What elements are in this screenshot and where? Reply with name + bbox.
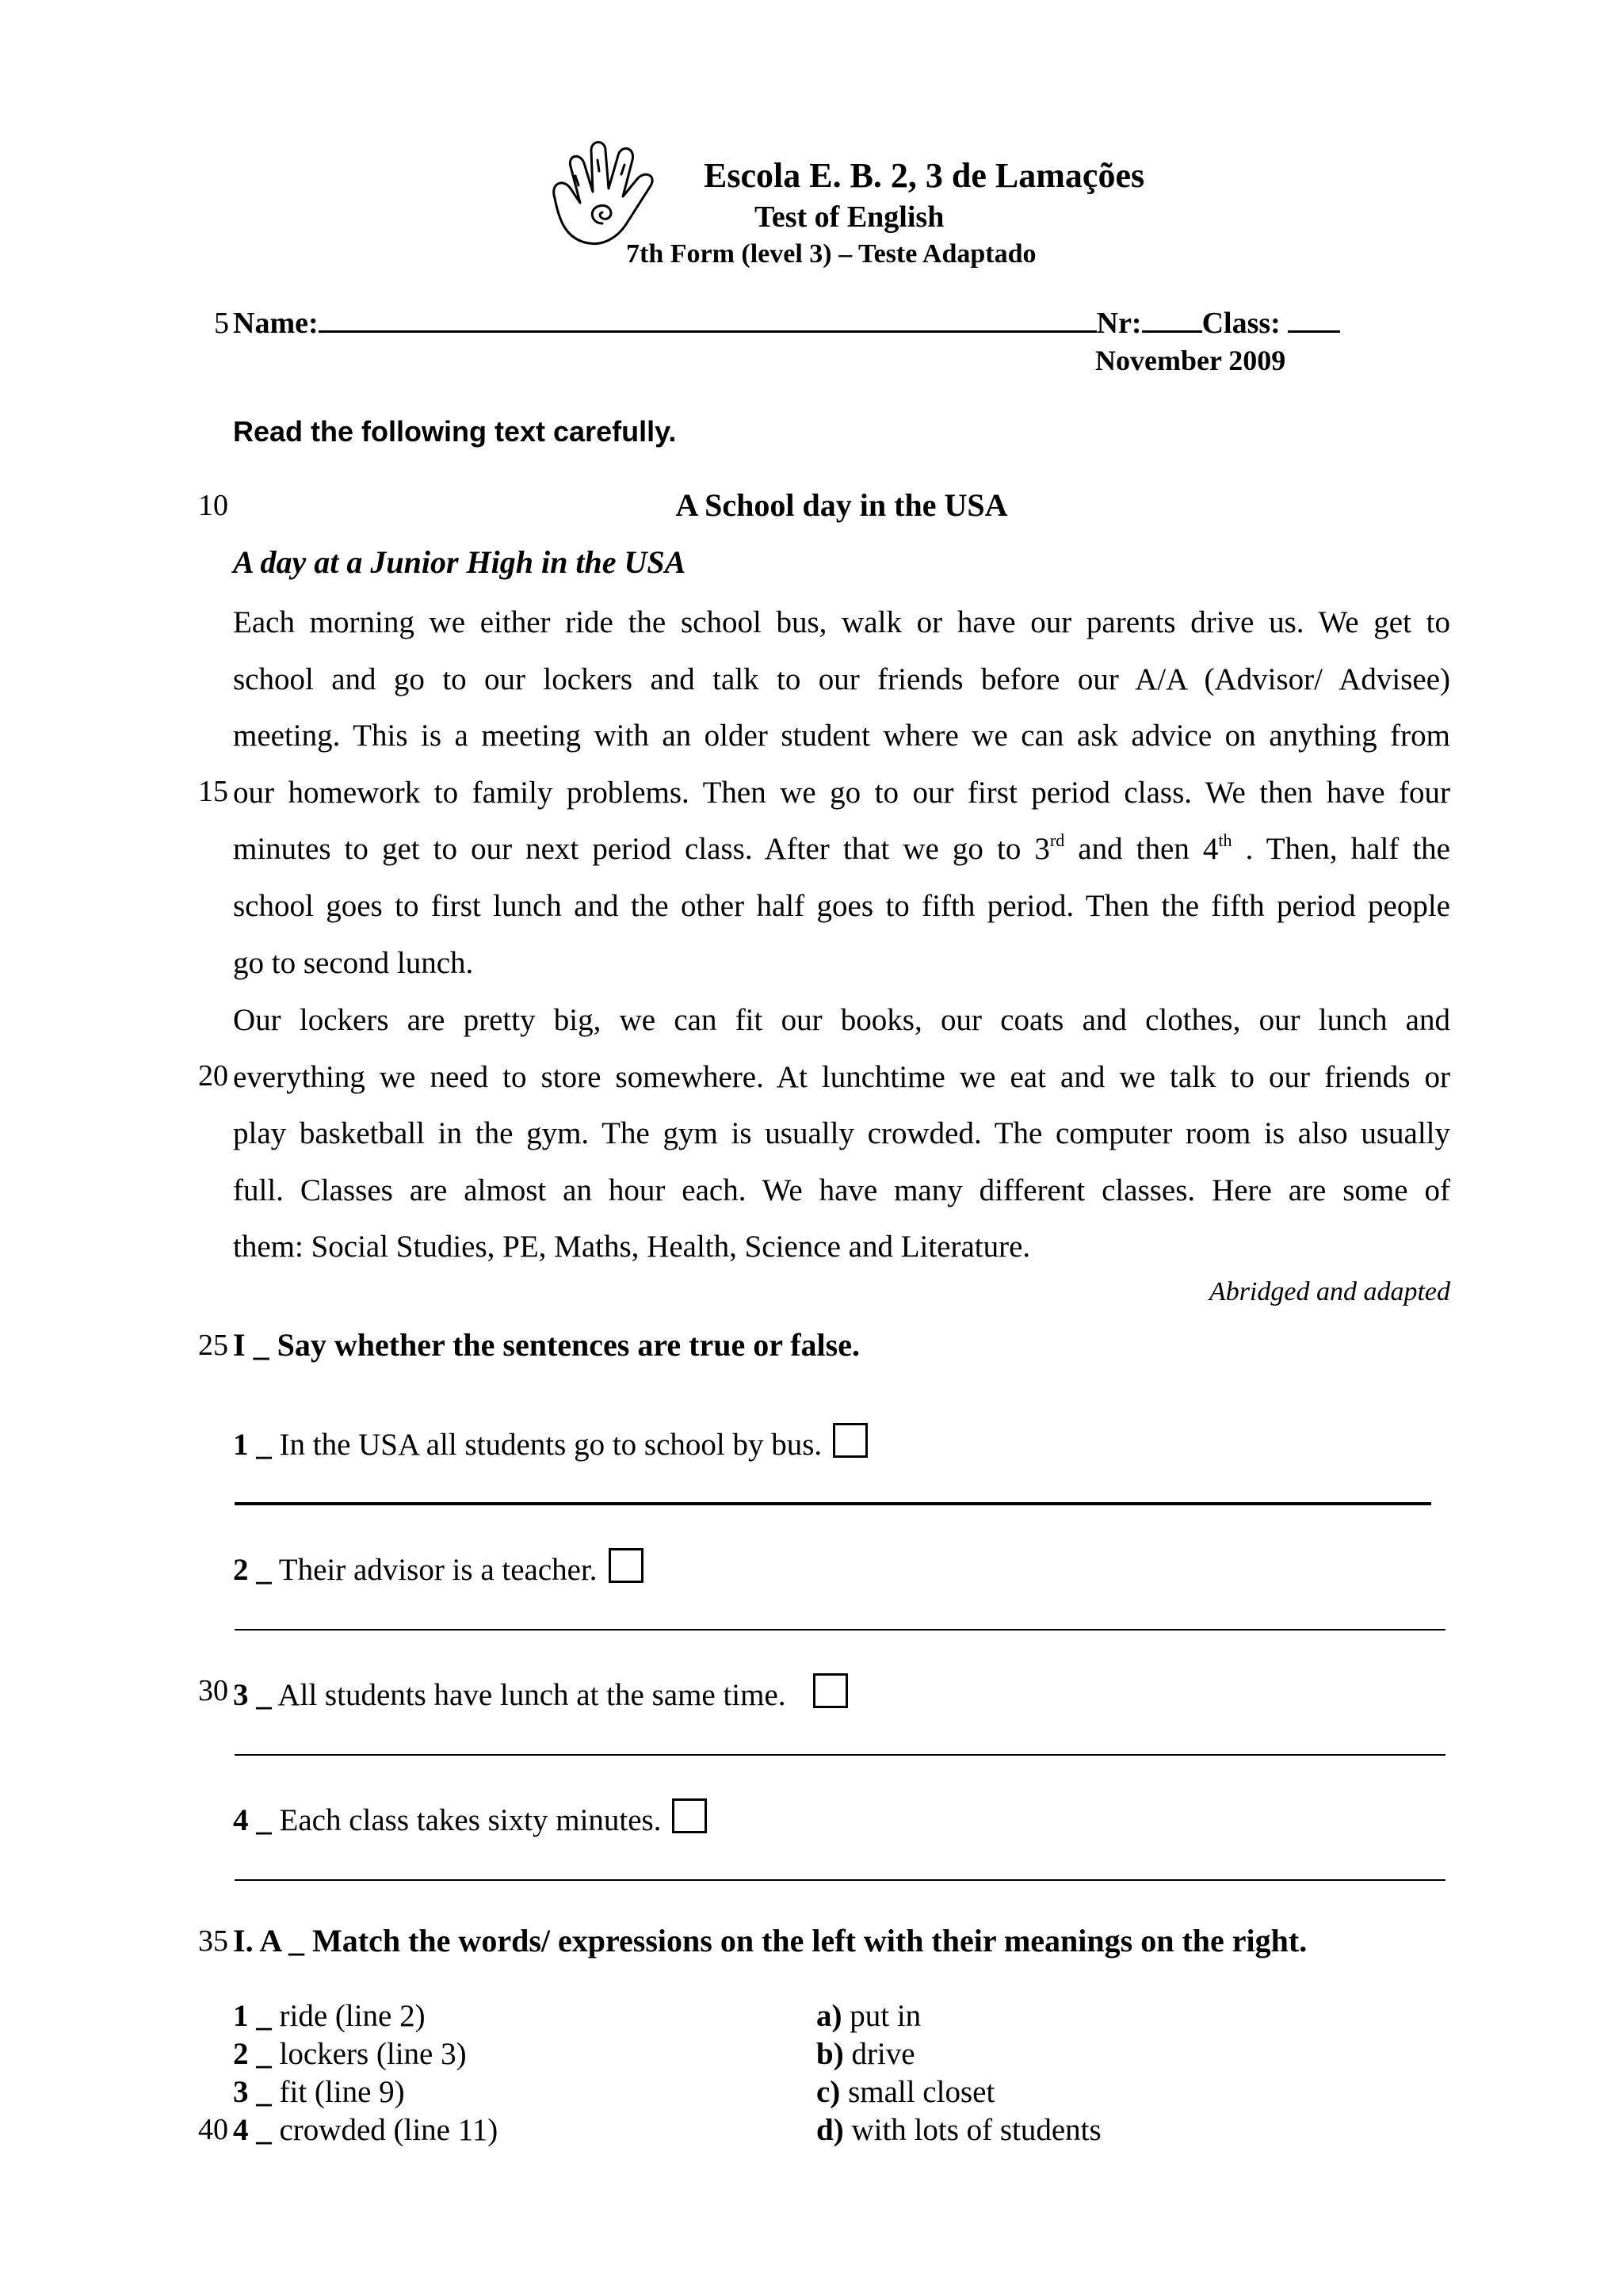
text-line: everything we need to store somewhere. At lunchtime we eat and we talk to our friends or	[233, 1059, 1450, 1094]
item-text: Each class takes sixty minutes.	[271, 1803, 662, 1837]
text-line	[233, 821, 1450, 878]
match-right-item-c	[816, 2074, 995, 2110]
item-number: 3 _	[233, 1678, 272, 1712]
text-line: meeting. This is a meeting with an older student where we can ask advice on anything from	[233, 719, 1450, 753]
answer-line[interactable]	[235, 1754, 1445, 1756]
true-false-item-2	[233, 1548, 643, 1588]
match-right-item-b	[816, 2036, 915, 2072]
answer-line[interactable]	[235, 1879, 1445, 1881]
class-label: Class:	[1201, 307, 1281, 340]
line-number: 20	[198, 1059, 228, 1093]
match-right-item-d	[816, 2112, 1102, 2148]
text-fragment: and then 4	[1064, 832, 1219, 867]
nr-label: Nr:	[1096, 307, 1142, 340]
item-letter: b)	[816, 2037, 844, 2071]
line-number: 30	[198, 1674, 228, 1707]
text-line: Our lockers are pretty big, we can fit our books, our coats and clothes, our lunch and	[233, 1003, 1450, 1037]
item-text: lockers (line 3)	[271, 2037, 467, 2071]
item-number: 4 _	[233, 2113, 272, 2147]
student-info-line	[233, 306, 1340, 341]
match-left-item-2	[233, 2036, 467, 2072]
superscript-rd: rd	[1049, 830, 1065, 851]
match-left-item-4	[233, 2112, 498, 2148]
text-line: school goes to first lunch and the other half goes to fifth period. Then the fifth period people	[233, 888, 1450, 923]
item-number: 2 _	[233, 1553, 272, 1587]
reading-subtitle: A day at a Junior High in the USA	[233, 544, 686, 580]
answer-checkbox[interactable]	[833, 1423, 868, 1458]
reading-paragraph-2	[233, 992, 1450, 1276]
item-number: 3 _	[233, 2075, 272, 2109]
reading-paragraph-1	[233, 594, 1450, 991]
reading-title: A School day in the USA	[675, 487, 1008, 523]
school-name: Escola E. B. 2, 3 de Lamações	[704, 156, 1145, 195]
text-fragment: minutes to get to our next period class. After that we go to 3	[233, 832, 1050, 867]
instruction: Read the following text carefully.	[233, 415, 677, 448]
answer-line[interactable]	[235, 1502, 1431, 1505]
line-number: 25	[198, 1329, 228, 1362]
answer-checkbox[interactable]	[672, 1798, 707, 1833]
item-text: ride (line 2)	[271, 1999, 426, 2033]
section-2-heading: I. A _ Match the words/ expressions on the left with their meanings on the right.	[233, 1923, 1308, 1958]
item-text: crowded (line 11)	[271, 2113, 498, 2147]
text-line: play basketball in the gym. The gym is usually crowded. The computer room is also usually	[233, 1116, 1450, 1151]
item-text: fit (line 9)	[271, 2075, 405, 2109]
section-1-heading: I _ Say whether the sentences are true or false.	[233, 1327, 860, 1363]
item-text: put in	[842, 1999, 922, 2033]
number-field[interactable]	[1142, 307, 1202, 333]
text-line: go to second lunch.	[233, 945, 474, 980]
name-label: Name:	[233, 307, 319, 340]
text-line: full. Classes are almost an hour each. We have many different classes. Here are some of	[233, 1173, 1450, 1207]
line-number: 15	[198, 775, 228, 808]
answer-line[interactable]	[235, 1629, 1445, 1630]
source-note: Abridged and adapted	[1209, 1277, 1450, 1306]
text-line: school and go to our lockers and talk to our friends before our A/A (Advisor/ Advisee)	[233, 662, 1450, 696]
item-text: small closet	[840, 2075, 995, 2109]
item-text: with lots of students	[843, 2113, 1102, 2147]
item-number: 2 _	[233, 2037, 272, 2071]
true-false-item-1	[233, 1423, 868, 1463]
true-false-item-4	[233, 1798, 707, 1838]
answer-checkbox[interactable]	[609, 1548, 643, 1583]
item-letter: a)	[816, 1999, 842, 2033]
superscript-th: th	[1218, 830, 1232, 851]
item-number: 1 _	[233, 1999, 272, 2033]
item-text: drive	[843, 2037, 915, 2071]
true-false-item-3	[233, 1673, 848, 1713]
line-number: 40	[198, 2113, 228, 2146]
line-number: 10	[198, 489, 228, 522]
match-left-item-3	[233, 2074, 405, 2110]
line-number: 35	[198, 1924, 228, 1958]
item-letter: d)	[816, 2113, 844, 2147]
line-number: 5	[214, 307, 229, 340]
item-text: In the USA all students go to school by bus.	[271, 1428, 823, 1462]
text-fragment: . Then, half the	[1232, 832, 1450, 867]
text-line: our homework to family problems. Then we go to our first period class. We then have four	[233, 775, 1450, 810]
answer-checkbox[interactable]	[813, 1673, 848, 1708]
text-line: Each morning we either ride the school bus, walk or have our parents drive us. We get to	[233, 605, 1450, 639]
class-field[interactable]	[1288, 307, 1340, 333]
item-letter: c)	[816, 2075, 841, 2109]
form-level: 7th Form (level 3) – Teste Adaptado	[626, 239, 1037, 269]
match-left-item-1	[233, 1998, 426, 2034]
item-number: 1 _	[233, 1428, 272, 1462]
name-field[interactable]	[319, 307, 1097, 333]
match-right-item-a	[816, 1998, 921, 2034]
hand-spiral-logo	[539, 136, 682, 255]
test-date: November 2009	[1095, 345, 1286, 376]
text-line: them: Social Studies, PE, Maths, Health, Science and Literature.	[233, 1230, 1031, 1264]
item-text: Their advisor is a teacher.	[271, 1553, 598, 1587]
item-number: 4 _	[233, 1803, 272, 1837]
test-title: Test of English	[754, 200, 945, 234]
item-text: All students have lunch at the same time.	[271, 1678, 786, 1712]
